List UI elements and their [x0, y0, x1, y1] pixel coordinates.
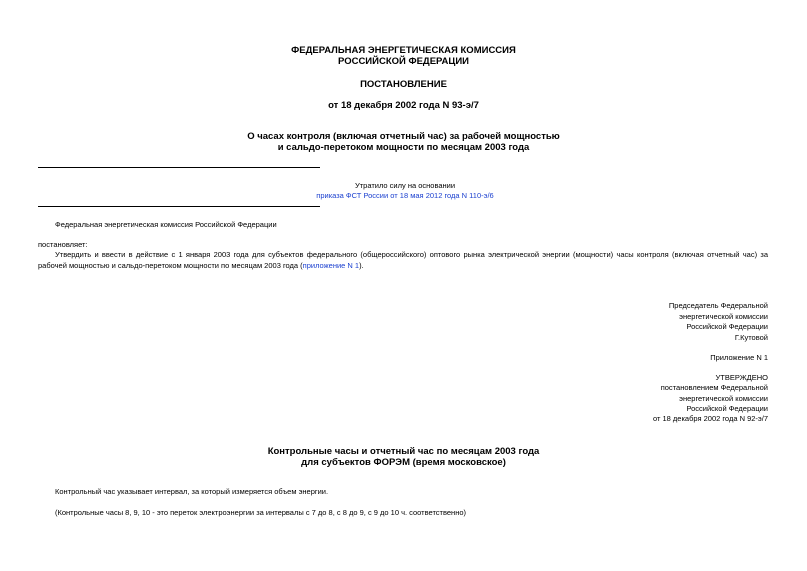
repeal-order-link[interactable]: приказа ФСТ России от 18 мая 2012 года N 110-э/6: [316, 191, 494, 200]
resolution-paragraph: [38, 250, 768, 271]
org-name-line2: РОССИЙСКОЙ ФЕДЕРАЦИИ: [337, 56, 469, 67]
approved-by-line1: постановлением Федеральной: [660, 383, 768, 392]
signature-line2: энергетической комиссии: [679, 312, 768, 321]
document-date: от 18 декабря 2002 года N 93-э/7: [328, 100, 479, 111]
section-note1: Контрольный час указывает интервал, за который измеряется объем энергии.: [55, 487, 329, 496]
approved-by-date: от 18 декабря 2002 года N 92-э/7: [652, 414, 768, 423]
appendix-link[interactable]: приложение N 1: [302, 260, 360, 270]
document-title-line1: О часах контроля (включая отчетный час) за рабочей мощностью: [247, 131, 560, 142]
section-title-line2: для субъектов ФОРЭМ (время московское): [301, 457, 506, 468]
section-title-line1: Контрольные часы и отчетный час по месяцам 2003 года: [267, 446, 540, 457]
org-name-line1: ФЕДЕРАЛЬНАЯ ЭНЕРГЕТИЧЕСКАЯ КОМИССИЯ: [291, 45, 516, 56]
repeal-note: Утратило силу на основании: [354, 181, 456, 190]
issuer-text: Федеральная энергетическая комиссия Российской Федерации: [55, 220, 277, 229]
document-type: ПОСТАНОВЛЕНИЕ: [360, 79, 447, 90]
divider-bottom: [38, 206, 320, 207]
resolution-text-end: ).: [359, 260, 364, 270]
resolves-text: постановляет:: [38, 240, 88, 249]
approved-label: УТВЕРЖДЕНО: [715, 373, 768, 382]
section-note2: (Контрольные часы 8, 9, 10 - это переток электроэнергии за интервалы с 7 до 8, с 8 до 9, с 9 до 10 ч. соответственно): [55, 508, 466, 517]
signature-name: Г.Кутовой: [734, 333, 768, 342]
divider-top: [38, 167, 320, 168]
approved-by-line3: Российской Федерации: [686, 404, 768, 413]
signature-line3: Российской Федерации: [686, 322, 768, 331]
resolution-text: Утвердить и ввести в действие с 1 января 2003 года для субъектов федерального (общероссийского) оптового рынка электрической энергии (мощности) часы контроля (включая отчетный час) за рабочей мощностью и сальдо-перетоком мощности по месяцам 2003 года (: [38, 250, 768, 270]
appendix-label: Приложение N 1: [710, 353, 768, 362]
signature-line1: Председатель Федеральной: [668, 301, 768, 310]
document-title-line2: и сальдо-перетоком мощности по месяцам 2003 года: [277, 142, 530, 153]
approved-by-line2: энергетической комиссии: [679, 394, 768, 403]
